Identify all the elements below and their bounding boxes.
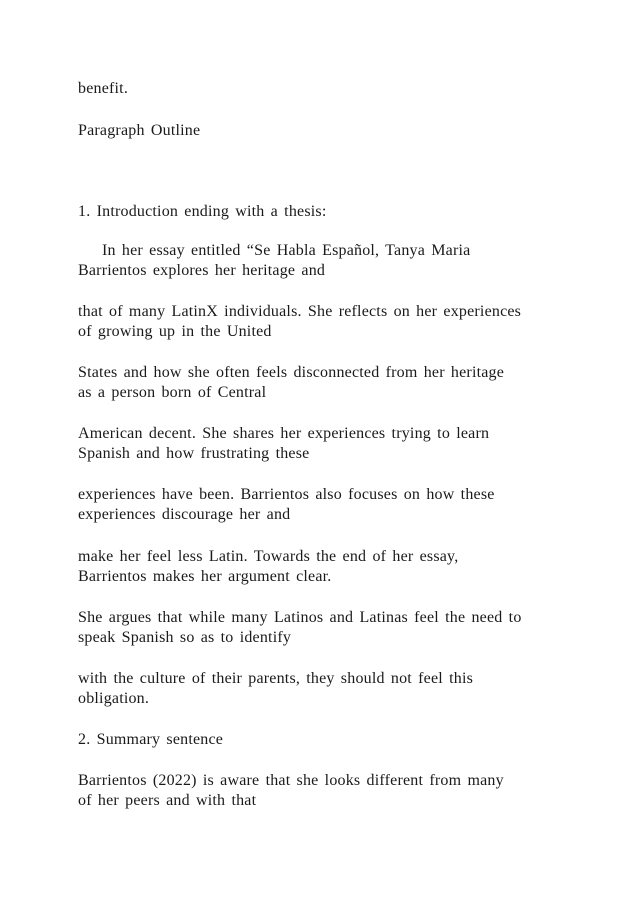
text-line: Barrientos (2022) is aware that she looks different from many bbox=[78, 772, 504, 789]
text-line: that of many LatinX individuals. She reflects on her experiences bbox=[78, 303, 522, 320]
outline-item-heading: 1. Introduction ending with a thesis: bbox=[78, 203, 327, 220]
section-heading: Paragraph Outline bbox=[78, 122, 201, 139]
text-line: of her peers and with that bbox=[78, 792, 257, 809]
text-line: speak Spanish so as to identify bbox=[78, 629, 292, 646]
text-line: Barrientos explores her heritage and bbox=[78, 262, 326, 279]
text-line: Spanish and how frustrating these bbox=[78, 445, 310, 462]
text-line: experiences have been. Barrientos also focuses on how these bbox=[78, 486, 495, 503]
text-line: States and how she often feels disconnected from her heritage bbox=[78, 364, 505, 381]
text-line: obligation. bbox=[78, 690, 150, 707]
text-line: as a person born of Central bbox=[78, 384, 267, 401]
text-line: make her feel less Latin. Towards the end of her essay, bbox=[78, 548, 459, 565]
text-line: of growing up in the United bbox=[78, 323, 272, 340]
text-line: American decent. She shares her experiences trying to learn bbox=[78, 425, 490, 442]
text-line: She argues that while many Latinos and Latinas feel the need to bbox=[78, 609, 522, 626]
text-line: benefit. bbox=[78, 80, 129, 97]
text-line: with the culture of their parents, they should not feel this bbox=[78, 670, 474, 687]
text-line: experiences discourage her and bbox=[78, 506, 291, 523]
text-line: In her essay entitled “Se Habla Español, Tanya Maria bbox=[102, 242, 471, 259]
outline-item-heading: 2. Summary sentence bbox=[78, 731, 224, 748]
text-line: Barrientos makes her argument clear. bbox=[78, 568, 332, 585]
